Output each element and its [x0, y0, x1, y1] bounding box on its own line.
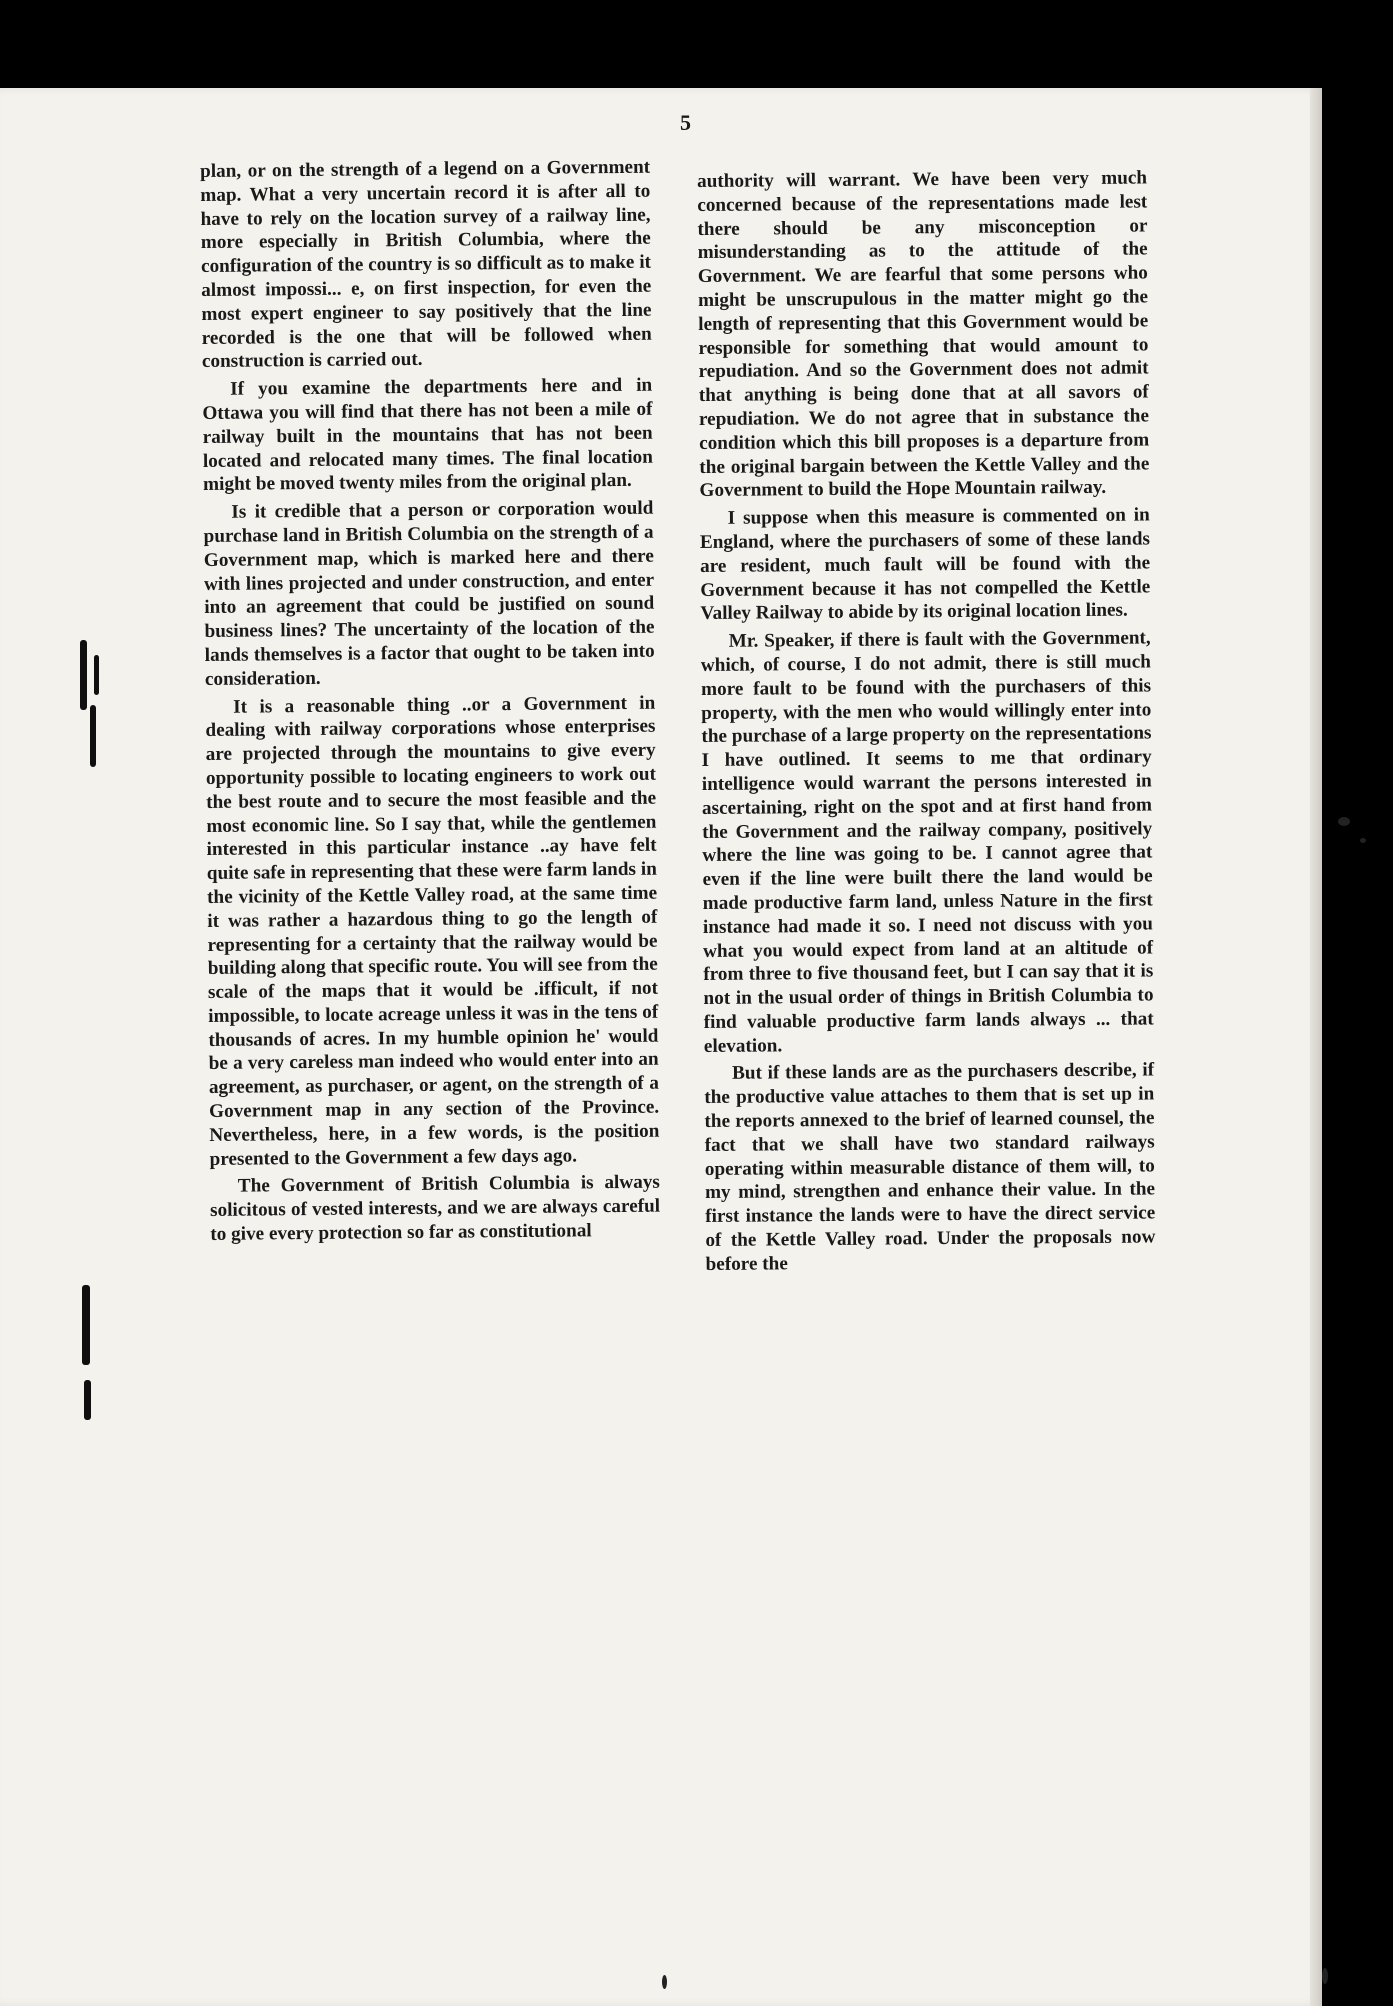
paragraph: But if these lands are as the purchasers describe, if the productive value attaches to them that is set up in the reports annexed to the brief of learned counsel, the fact that we shall have two standard railways operating within measurable distance of them will, to my mind, strengthen and enhance their value. In the first instance the lands were to have the direct service of the Kettle Valley road. Under the proposals now before the: [704, 1059, 1156, 1275]
binding-mark: [80, 640, 87, 710]
paragraph: Mr. Speaker, if there is fault with the Government, which, of course, I do not admit, there is still much more fault to be found with the purchasers of this property, with the men who would willingly enter into the purchase of a large property on the representations I have outlined. It seems to me that ordinary intelligence would warrant the persons interested in ascertaining, right on the spot and at first hand from the Government and the railway company, positively where the line was going to be. I cannot agree that even if the line were built there the land would be made productive farm land, unless Nature in the first instance had made it so. I need not discuss with you what you would expect from land at an altitude of from three to five thousand feet, but I can say that it is not in the usual order of things in British Columbia to find valuable productive farm lands always ... that elevation.: [700, 627, 1154, 1057]
paragraph: authority will warrant. We have been very much concerned because of the representations made lest there should be any misconception or misunderstanding as to the attitude of the Government. We are fearful that some persons who might be unscrupulous in the matter might go the length of representing that this Government would be responsible for something that would amount to repudiation. And so the Government does not admit that anything is being done that at all savors of repudiation. We do not agree that in substance the condition which this bill proposes is a departure from the original bargain between the Kettle Valley and the Government to build the Hope Mountain railway.: [697, 167, 1150, 502]
binding-mark: [94, 655, 99, 695]
scan-speck: [1338, 817, 1350, 826]
paragraph: It is a reasonable thing ..or a Government in dealing with railway corporations whose enterprises are projected through the mountains to give every opportunity possible to locating engineers to work out the best route and to secure the most feasible and the most economic line. So I say that, while the gentlemen interested in this particular instance ..ay have felt quite safe in representing that these were farm lands in the vicinity of the Kettle Valley road, at the same time it was rather a hazardous thing to go the length of representing for a certainty that the railway would be building along that specific route. You will see from the scale of the maps that it would be .ifficult, if not impossible, to locate acreage unless it was in the tens of thousands of acres. In my humble opinion he' would be a very careless man indeed who would enter into an agreement, as purchaser, or agent, on the strength of a Government map in any section of the Province. Nevertheless, here, in a few words, is the position presented to the Government a few days ago.: [205, 692, 660, 1170]
binding-mark: [84, 1380, 91, 1420]
right-text-column: [697, 166, 1156, 1280]
paragraph: plan, or on the strength of a legend on a Government map. What a very uncertain record it is after all to have to rely on the location survey of a railway line, more especially in British Columbia, where the configuration of the country is so difficult as to make it almost impossi... e, on first inspection, for even the most expert engineer to say positively that the line recorded is the one that will be followed when construction is carried out.: [200, 156, 652, 373]
binding-mark: [82, 1285, 90, 1365]
paragraph: The Government of British Columbia is always solicitous of vested interests, and we are always careful to give every protection so far as constitutional: [209, 1172, 661, 1246]
paragraph: If you examine the departments here and in Ottawa you will find that there has not been a mile of railway built in the mountains that has not been located and relocated many times. The final location might be moved twenty miles from the original plan.: [202, 374, 653, 496]
scan-speck: [662, 1975, 667, 1989]
left-text-column: [200, 156, 660, 1251]
scan-speck: [1322, 1968, 1328, 1984]
paragraph: I suppose when this measure is commented on in England, where the purchasers of some of these lands are resident, much fault will be found with the Government because it has not compelled the Kettle Valley Railway to abide by its original location lines.: [699, 504, 1151, 625]
page-number: 5: [680, 110, 691, 135]
scan-speck: [1360, 838, 1366, 843]
binding-mark: [90, 705, 96, 767]
paragraph: Is it credible that a person or corporation would purchase land in British Columbia on the strength of a Government map, which is marked here and there with lines projected and under construction, and enter into an agreement that could be justified on sound business lines? The uncertainty of the location of the lands themselves is a factor that ought to be taken into consideration.: [203, 497, 655, 690]
